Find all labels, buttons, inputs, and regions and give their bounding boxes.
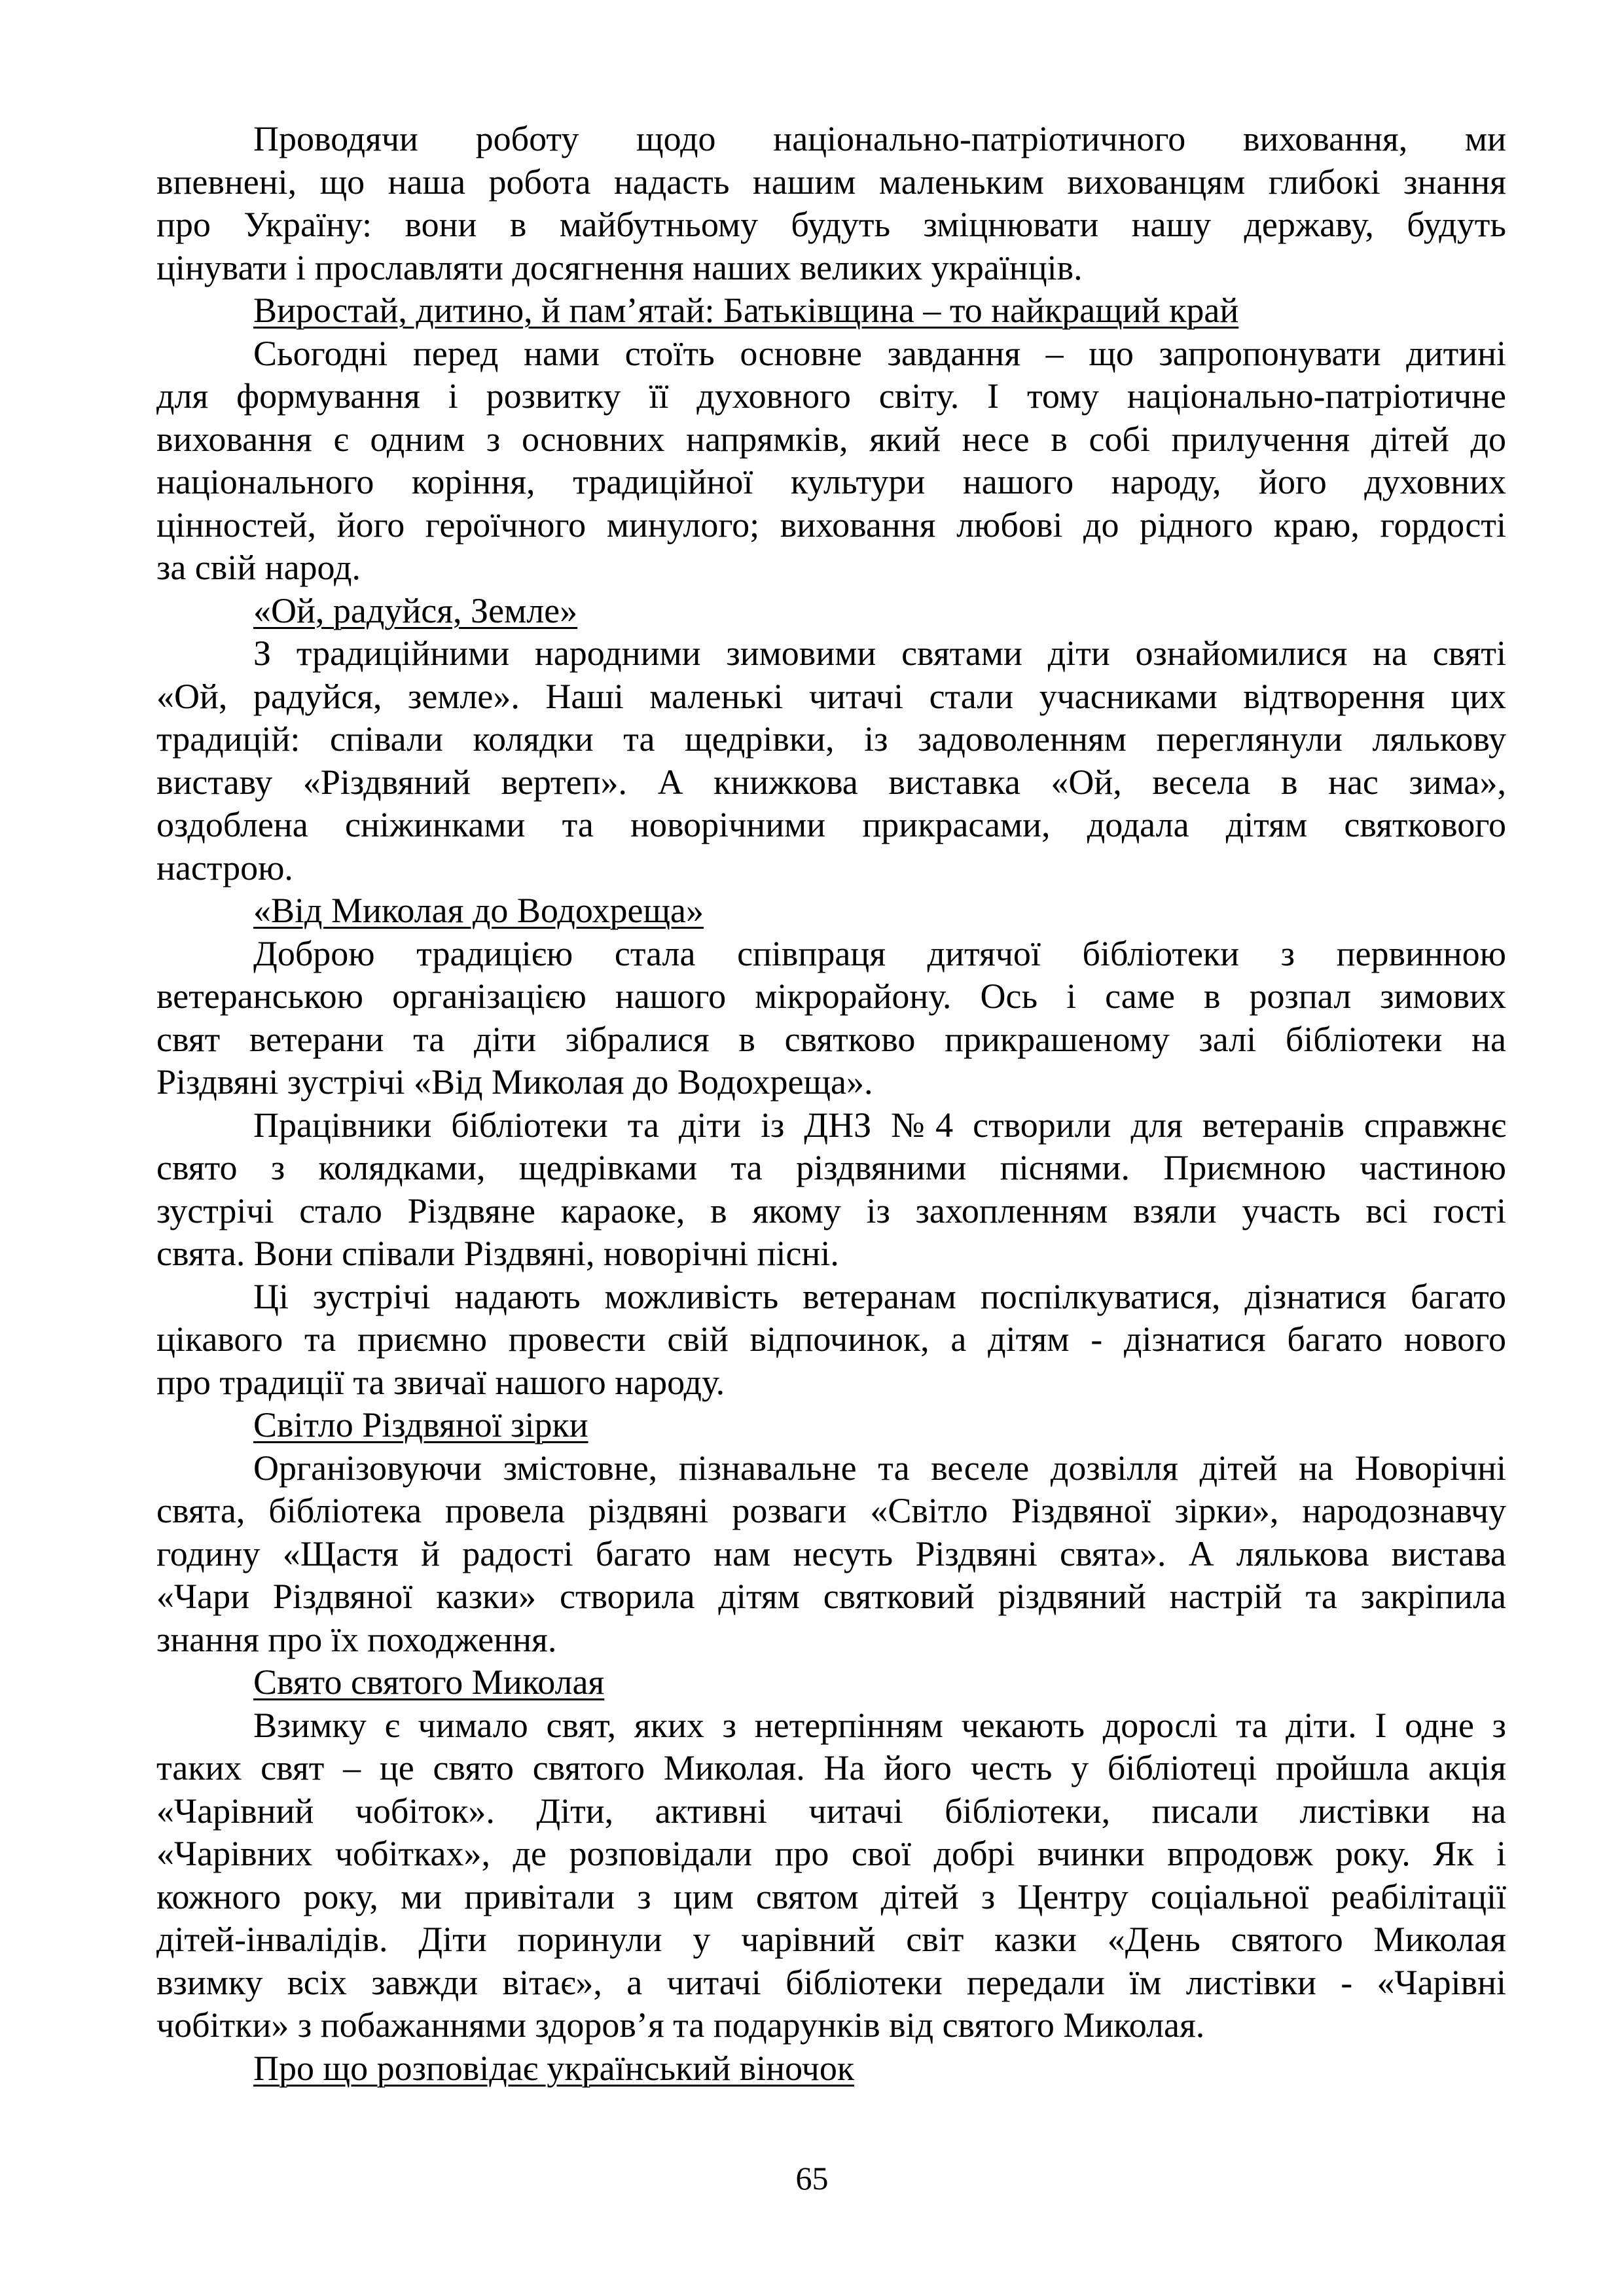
section-heading [156,2047,1506,2090]
paragraph-line: за свій народ. [156,548,361,587]
paragraph-line: знання про їх походження. [156,1619,557,1659]
section-heading-text: «Від Миколая до Водохреща» [253,891,704,930]
paragraph-line: дітей-інвалідів. Діти поринули у чарівний світ казки «День святого Миколая [156,1920,1506,1959]
paragraph-line: виховання є одним з основних напрямків, який несе в собі прилучення дітей до [156,419,1506,459]
paragraph-line: Проводячи роботу щодо національно-патріотичного виховання, ми [253,119,1506,158]
paragraph-line: виставу «Різдвяний вертеп». А книжкова виставка «Ой, весела в нас зима», [156,762,1506,802]
paragraph-line: Взимку є чимало свят, яких з нетерпінням чекають дорослі та діти. І одне з [253,1705,1506,1745]
paragraph-line: настрою. [156,848,293,888]
page-number: 65 [795,2160,829,2197]
paragraph-line: Сьогодні перед нами стоїть основне завдання – що запропонувати дитині [253,333,1506,373]
paragraph-line: чобітки» з побажаннями здоров’я та подарунків від святого Миколая. [156,2005,1205,2045]
paragraph-line: «Чари Різдвяної казки» створила дітям святковий різдвяний настрій та закріпила [156,1577,1506,1616]
section-heading [156,889,1506,933]
paragraph-line: Ці зустрічі надають можливість ветеранам поспілкуватися, дізнатися багато [253,1276,1506,1316]
paragraph-line: зустрічі стало Різдвяне караоке, в якому із захопленням взяли участь всі гості [156,1191,1506,1230]
paragraph-line: годину «Щастя й радості багато нам несуть Різдвяні свята». А лялькова вистава [156,1534,1506,1573]
paragraph-line: Організовуючи змістовне, пізнавальне та веселе дозвілля дітей на Новорічні [253,1448,1506,1488]
section-heading-text: Про що розповідає український віночок [253,2048,855,2088]
paragraph-line: для формування і розвитку її духовного світу. І тому національно-патріотичне [156,376,1506,416]
section-heading [156,590,1506,633]
paragraph-line: ветеранською організацією нашого мікрорайону. Ось і саме в розпал зимових [156,977,1506,1016]
paragraph-line: свята, бібліотека провела різдвяні розваги «Світло Різдвяної зірки», народознавчу [156,1491,1506,1530]
paragraph-line: З традиційними народними зимовими святами діти ознайомилися на святі [253,634,1506,673]
section-heading [156,1404,1506,1447]
paragraph-line: цінностей, його героїчного минулого; виховання любові до рідного краю, гордості [156,505,1506,545]
paragraph-line: оздоблена сніжинками та новорічними прикрасами, додала дітям святкового [156,805,1506,844]
paragraph-line: «Ой, радуйся, земле». Наші маленькі читачі стали учасниками відтворення цих [156,676,1506,716]
paragraph-line: цікавого та приємно провести свій відпочинок, а дітям - дізнатися багато нового [156,1319,1506,1359]
paragraph-line: взимку всіх завжди вітає», а читачі бібліотеки передали їм листівки - «Чарівні [156,1962,1506,2002]
section-heading [156,1661,1506,1704]
paragraph-line: свят ветерани та діти зібралися в святково прикрашеному залі бібліотеки на [156,1019,1506,1059]
section-heading-text: «Ой, радуйся, Земле» [253,590,578,630]
section-heading-text: Світло Різдвяної зірки [253,1405,588,1444]
document-page [156,118,1506,2090]
section-heading-text: Виростай, дитино, й пам’ятай: Батьківщина – то найкращий край [253,291,1239,330]
paragraph-line: «Чарівних чобітках», де розповідали про свої добрі вчинки впродовж року. Як і [156,1834,1506,1873]
paragraph-line: «Чарівний чобіток». Діти, активні читачі бібліотеки, писали листівки на [156,1791,1506,1831]
paragraph-line: таких свят – це свято святого Миколая. На його честь у бібліотеці пройшла акція [156,1748,1506,1787]
paragraph-line: національного коріння, традиційної культури нашого народу, його духовних [156,462,1506,501]
paragraph-line: свята. Вони співали Різдвяні, новорічні пісні. [156,1234,839,1273]
paragraph-line: впевнені, що наша робота надасть нашим маленьким вихованцям глибокі знання [156,162,1506,202]
paragraph-line: про традиції та звичаї нашого народу. [156,1362,725,1402]
paragraph-line: Доброю традицією стала співпраця дитячої бібліотеки з первинною [253,933,1506,973]
paragraph-line: свято з колядками, щедрівками та різдвяними піснями. Приємною частиною [156,1148,1506,1187]
paragraph-line: традицій: співали колядки та щедрівки, із задоволенням переглянули лялькову [156,719,1506,759]
paragraph-line: Різдвяні зустрічі «Від Миколая до Водохреща». [156,1062,873,1102]
paragraph-line: Працівники бібліотеки та діти із ДНЗ №4 створили для ветеранів справжнє [253,1105,1506,1145]
paragraph-line: цінувати і прославляти досягнення наших великих українців. [156,247,1083,287]
section-heading [156,289,1506,332]
paragraph-line: кожного року, ми привітали з цим святом дітей з Центру соціальної реабілітації [156,1876,1506,1916]
paragraph-line: про Україну: вони в майбутньому будуть зміцнювати нашу державу, будуть [156,205,1506,244]
section-heading-text: Свято святого Миколая [253,1662,605,1702]
